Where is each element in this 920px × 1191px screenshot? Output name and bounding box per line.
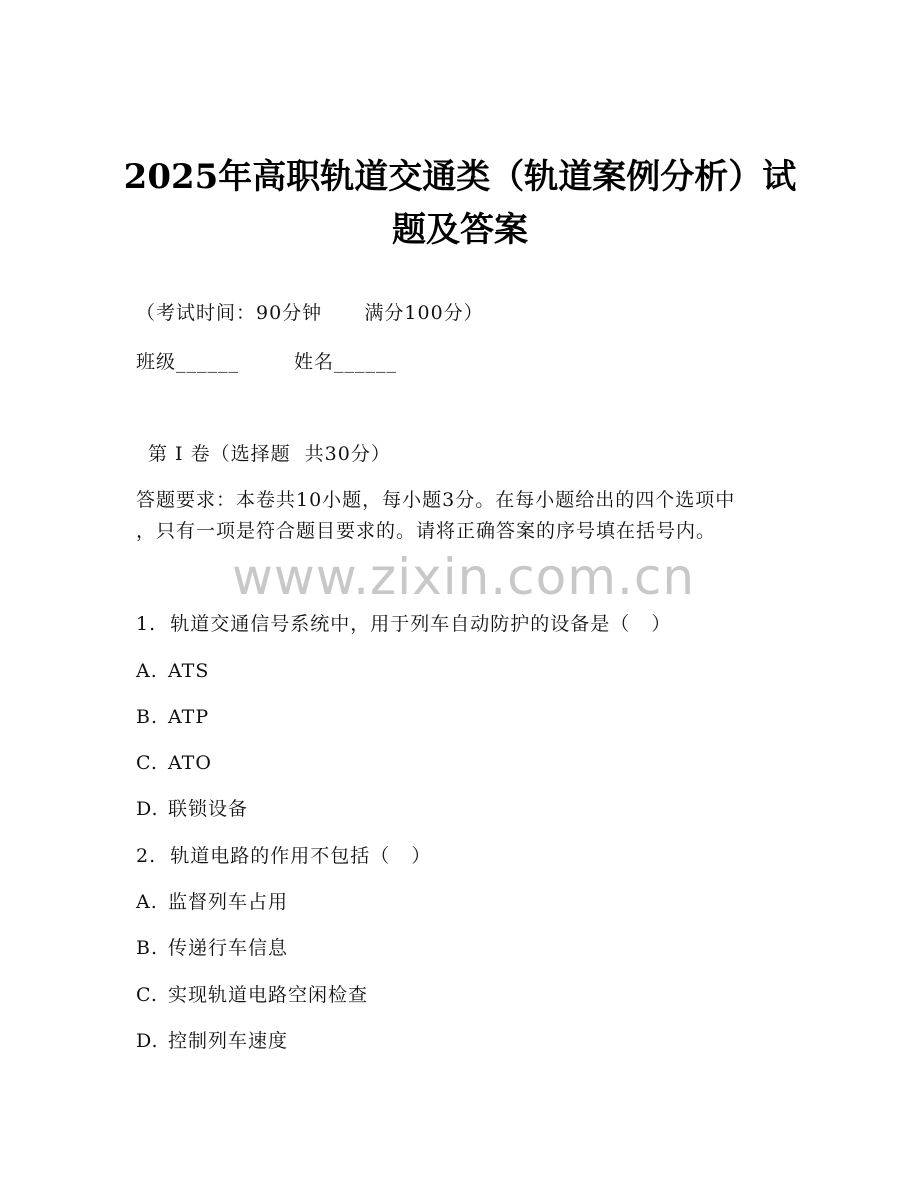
option-letter: D. — [136, 1030, 159, 1052]
option-text: 控制列车速度 — [168, 1030, 289, 1052]
option-letter: D. — [136, 798, 159, 820]
option-text: 实现轨道电路空闲检查 — [168, 984, 369, 1006]
name-field: 姓名______ — [294, 351, 398, 373]
question-1-stem: 1. 轨道交通信号系统中，用于列车自动防护的设备是（ ） — [136, 613, 672, 635]
question-1-option-b — [136, 704, 209, 730]
class-field: 班级______ — [136, 351, 240, 373]
option-letter: A. — [136, 891, 158, 913]
question-1-option-c — [136, 750, 212, 776]
exam-info: （考试时间：90分钟 满分100分） — [136, 302, 484, 324]
question-2-stem: 2. 轨道电路的作用不包括（ ） — [136, 845, 432, 867]
option-letter: C. — [136, 752, 158, 774]
question-1-option-a — [136, 658, 209, 684]
page-title-line-1: 2025年高职轨道交通类（轨道案例分析）试 — [123, 157, 797, 197]
option-letter: A. — [136, 660, 158, 682]
option-text: ATS — [168, 660, 210, 682]
option-letter: B. — [136, 937, 159, 959]
question-2-option-a — [136, 889, 288, 915]
question-2-option-b — [136, 935, 288, 961]
option-letter: C. — [136, 984, 158, 1006]
option-text: ATP — [168, 706, 210, 728]
instructions-line-1: 答题要求：本卷共10小题，每小题3分。在每小题给出的四个选项中 — [136, 489, 736, 511]
option-letter: B. — [136, 706, 159, 728]
instructions-line-2: ，只有一项是符合题目要求的。请将正确答案的序号填在括号内。 — [136, 520, 717, 542]
watermark: www.zixin.com.cn — [232, 548, 696, 606]
option-text: 联锁设备 — [168, 798, 249, 820]
question-1-option-d — [136, 796, 248, 822]
option-text: 监督列车占用 — [168, 891, 289, 913]
question-2-option-c — [136, 982, 368, 1008]
page-title-line-2: 题及答案 — [392, 210, 528, 250]
section-heading: 第 I 卷（选择题 共30分） — [148, 443, 391, 465]
option-text: 传递行车信息 — [168, 937, 289, 959]
question-2-option-d — [136, 1028, 288, 1054]
option-text: ATO — [168, 752, 212, 774]
